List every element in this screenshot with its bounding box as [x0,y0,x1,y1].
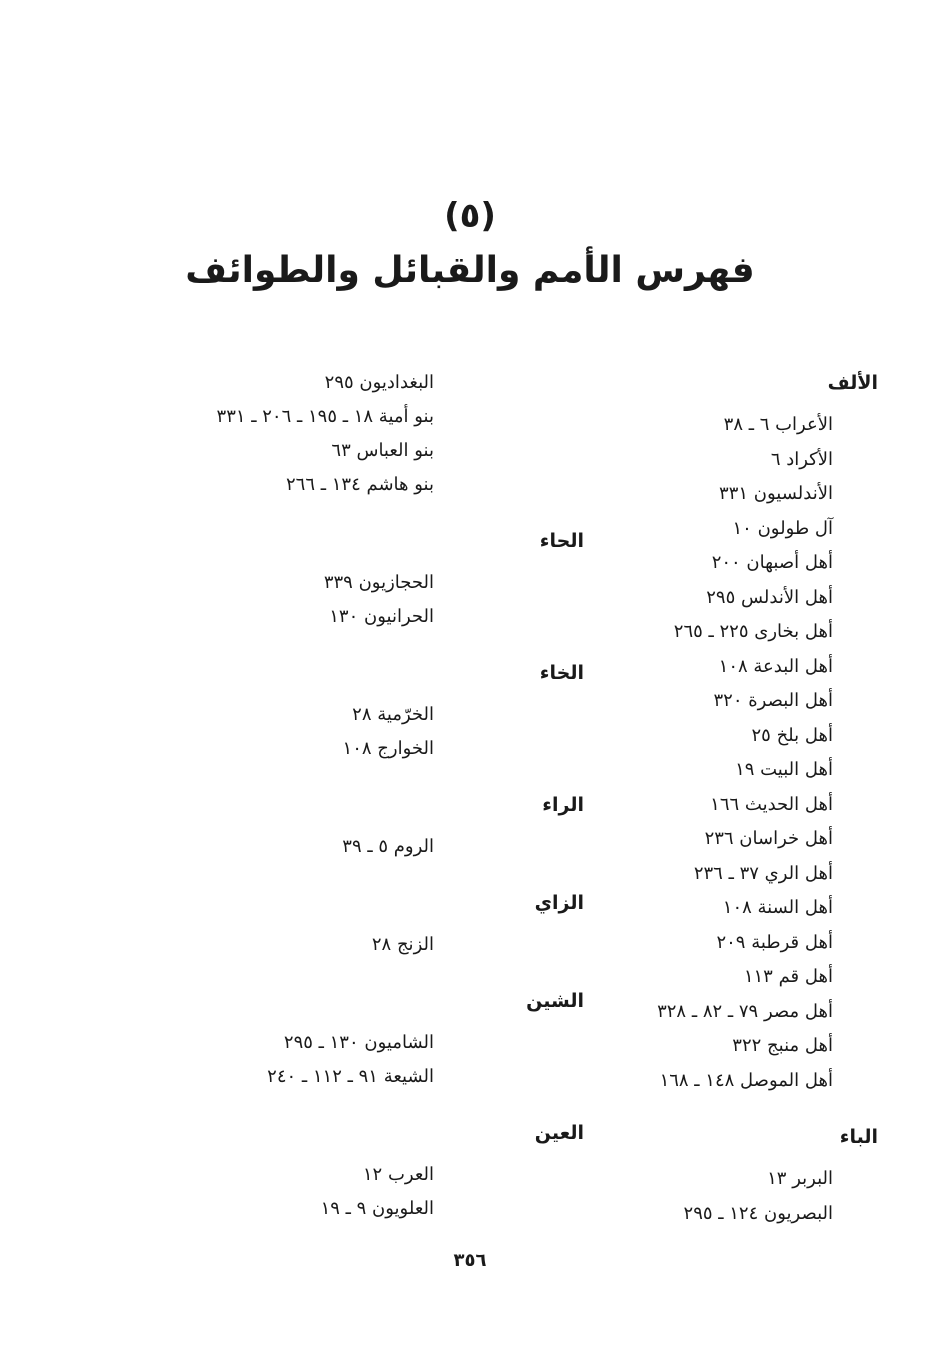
page-title: فهرس الأمم والقبائل والطوائف [185,250,755,291]
index-entry: أهل أصبهان ٢٠٠ [711,552,833,573]
index-entry: البربر ١٣ [767,1168,833,1189]
index-entry: الحرانيون ١٣٠ [329,606,434,627]
index-entry: الحجازيون ٣٣٩ [323,572,434,593]
entry-list [104,1026,434,1094]
section-heading: الشين [526,990,584,1012]
index-entry: العلويون ٩ ـ ١٩ [320,1198,434,1219]
section-heading: الباء [839,1126,878,1148]
index-entry: الشاميون ١٣٠ ـ ٢٩٥ [283,1032,434,1053]
index-entry: الخوارج ١٠٨ [342,738,434,759]
index-entry: أهل البدعة ١٠٨ [718,655,833,677]
index-entry: أهل بلخ ٢٥ [751,724,833,746]
index-entry: أهل الأندلس ٢٩٥ [706,586,833,608]
entry-list [104,1158,434,1226]
index-entry: بنو هاشم ١٣٤ ـ ٢٦٦ [286,474,434,495]
section-heading: الألف [827,372,878,394]
index-entry: الشيعة ٩١ ـ ١١٢ ـ ٢٤٠ [267,1066,434,1087]
index-entry: أهل الموصل ١٤٨ ـ ١٦٨ [659,1069,833,1091]
index-entry: الأكراد ٦ [770,448,833,470]
index-entry: أهل الري ٣٧ ـ ٢٣٦ [693,862,833,884]
index-entry: الأندلسيون ٣٣١ [719,483,833,504]
index-entry: أهل قرطبة ٢٠٩ [716,931,833,953]
index-entry: الخرّمية ٢٨ [352,704,434,725]
index-entry: أهل البصرة ٣٢٠ [713,690,833,711]
entry-list [104,366,434,502]
index-entry: أهل بخارى ٢٢٥ ـ ٢٦٥ [673,621,833,642]
index-entry: بنو العباس ٦٣ [331,440,434,461]
index-entry: الزنج ٢٨ [371,934,434,955]
index-entry: آل طولون ١٠ [732,517,833,539]
index-entry: أهل مصر ٧٩ ـ ٨٢ ـ ٣٢٨ [657,1000,833,1022]
entry-list [104,566,434,634]
index-entry: أهل الحديث ١٦٦ [710,793,833,815]
section-heading: الخاء [539,662,584,684]
index-entry: أهل قم ١١٣ [743,966,833,987]
section-heading: العين [534,1122,584,1144]
index-entry: الأعراب ٦ ـ ٣٨ [723,414,833,435]
index-column-left [104,366,584,1226]
chapter-number: (٥) [444,196,496,236]
section-heading: الحاء [539,530,584,552]
entry-list [503,1162,833,1231]
index-entry: البغداديون ٢٩٥ [324,372,434,393]
index-entry: أهل البيت ١٩ [735,759,833,780]
section-heading: الراء [542,794,584,816]
index-entry: البصريون ١٢٤ ـ ٢٩٥ [683,1202,833,1224]
index-entry: أهل خراسان ٢٣٦ [704,828,833,849]
page-number: ٣٥٦ [453,1250,487,1271]
index-entry: الروم ٥ ـ ٣٩ [342,836,434,857]
index-entry: أهل منبج ٣٢٢ [732,1035,833,1056]
entry-list [104,698,434,766]
entry-list [104,928,434,962]
entry-list [104,830,434,864]
index-entry: أهل السنة ١٠٨ [722,897,833,918]
section-heading: الزاي [534,892,584,914]
index-entry: العرب ١٢ [362,1164,434,1185]
index-entry: بنو أمية ١٨ ـ ١٩٥ ـ ٢٠٦ ـ ٣٣١ [216,406,434,427]
